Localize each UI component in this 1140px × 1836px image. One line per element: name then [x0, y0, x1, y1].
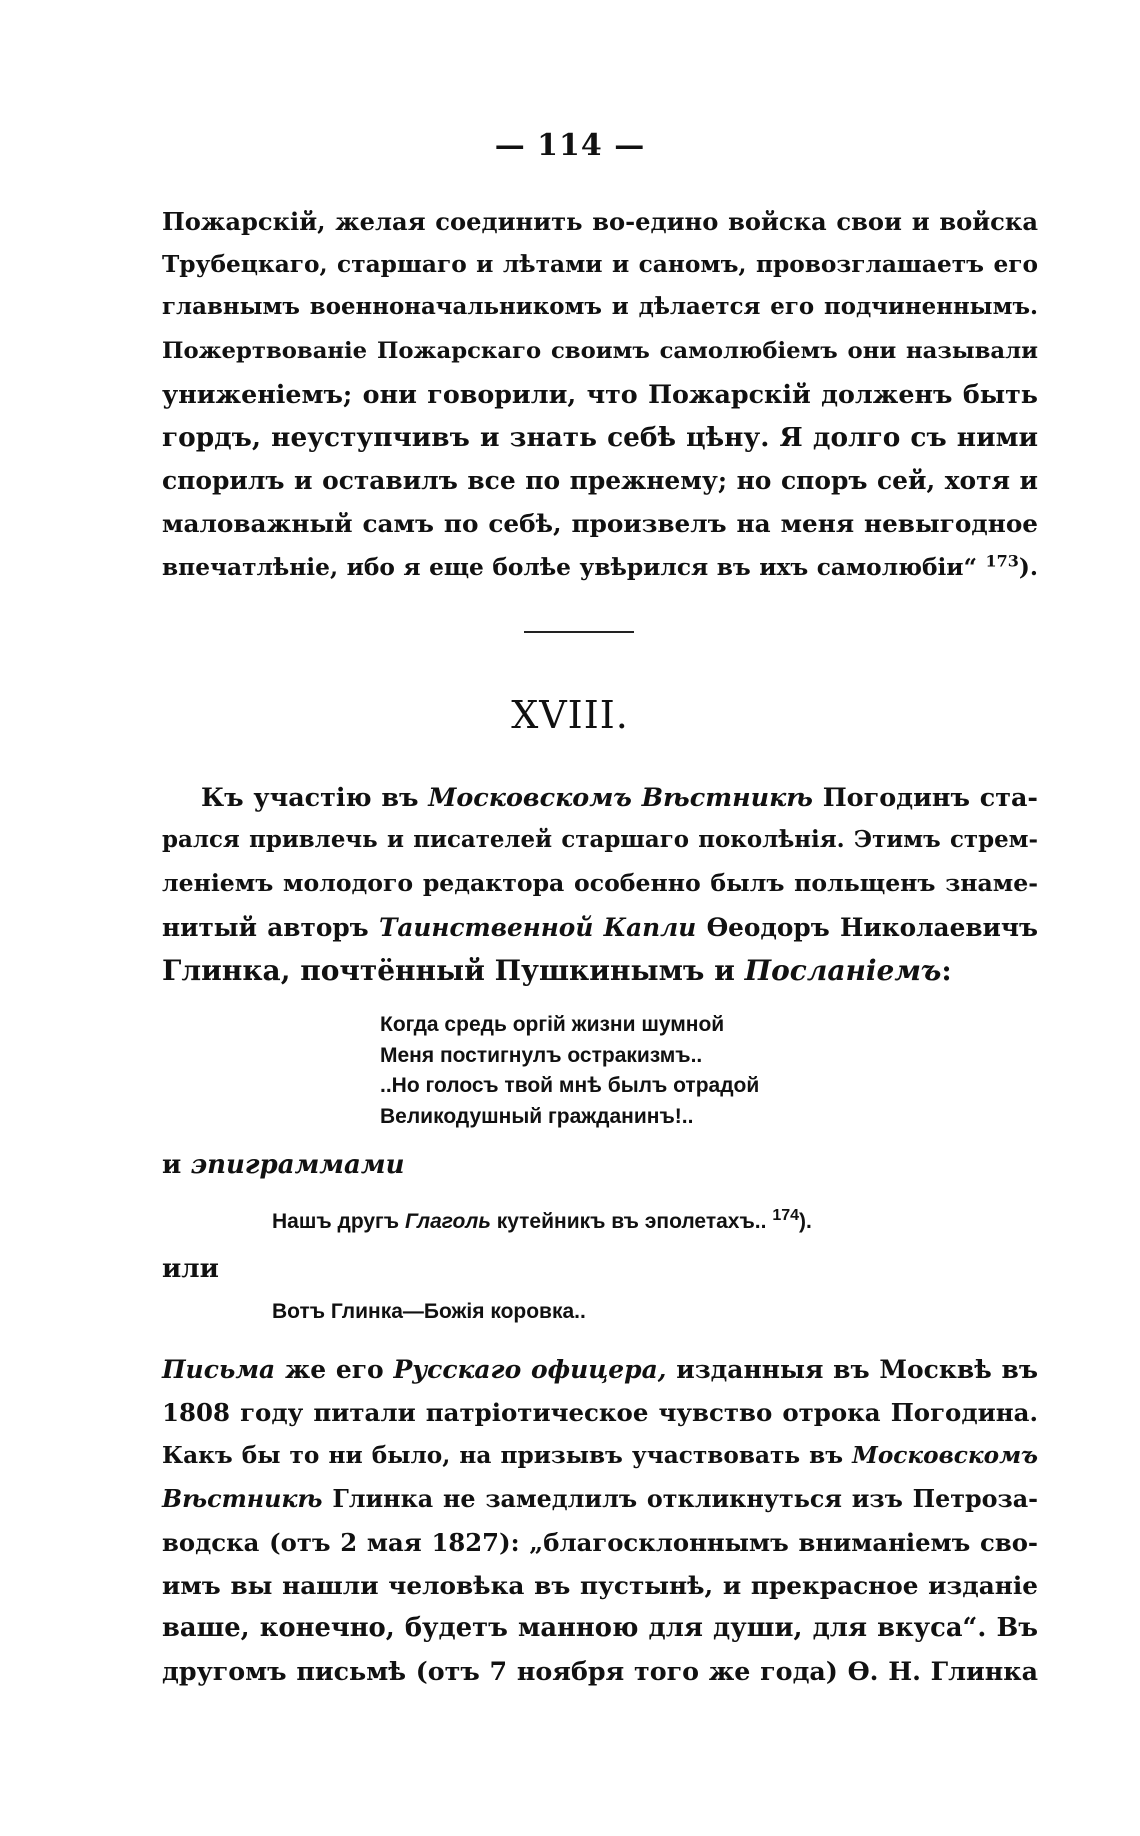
- italic-word: эпиграммами: [190, 1150, 405, 1180]
- paragraph-2-line: [162, 949, 1038, 992]
- text-run: изданныя въ Москвѣ въ: [676, 1355, 1038, 1384]
- footnote-ref-174: 174: [772, 1207, 800, 1224]
- text-run: Къ участію въ: [201, 782, 419, 812]
- italic-title: Московскомъ Вѣстникѣ: [428, 782, 813, 812]
- italic-title: Таинственной Капли: [378, 912, 697, 942]
- paragraph-1-line: Пожертвованіе Пожарскаго своимъ самолюбіемъ они называли: [162, 337, 1038, 364]
- italic-title: Московскомъ: [852, 1442, 1038, 1470]
- text-run: ).: [799, 1210, 812, 1233]
- epigram-2: Вотъ Глинка—Божія коровка..: [272, 1300, 586, 1323]
- section-heading: XVIII.: [511, 693, 629, 737]
- text-run: Ѳеодоръ Николаевичъ: [706, 912, 1038, 942]
- text-run: кутейникъ въ эполетахъ..: [496, 1210, 767, 1233]
- italic-title: Посланіемъ: [744, 953, 942, 987]
- paragraph-3-line: [162, 1434, 1038, 1477]
- text-run: нитый авторъ: [162, 912, 369, 942]
- paragraph-1-line: спорилъ и оставилъ все по прежнему; но споръ сей, хотя и: [162, 466, 1038, 496]
- text-run: же его: [285, 1355, 384, 1384]
- paragraph-1-line: Пожарскій, желая соединить во-едино войска свои и войска: [162, 207, 1038, 236]
- section-divider: [524, 631, 634, 633]
- text-run: Нашъ другъ: [272, 1210, 400, 1233]
- paragraph-3-line: другомъ письмѣ (отъ 7 ноября того же года) Ѳ. Н. Глинка: [162, 1656, 1038, 1687]
- verse-line: Когда средь оргій жизни шумной: [380, 1013, 725, 1036]
- text-run: Погодинъ ста-: [822, 782, 1038, 812]
- paragraph-1-last-line-end: ).: [1018, 553, 1038, 581]
- footnote-ref-173: 173: [985, 550, 1019, 570]
- paragraph-2-line: [162, 776, 1038, 819]
- paragraph-2-line: леніемъ молодого редактора особенно былъ польщенъ знаме-: [162, 869, 1038, 898]
- paragraph-1-line: маловажный самъ по себѣ, произвелъ на меня невыгодное: [162, 509, 1038, 539]
- text-run: и: [162, 1150, 182, 1180]
- epigram-1: [272, 1207, 812, 1234]
- and-epigrams-line: [162, 1150, 405, 1180]
- paragraph-2-line: [162, 906, 1038, 949]
- text-run: Глинка, почтённый Пушкинымъ и: [162, 953, 735, 987]
- paragraph-3-line: [162, 1348, 1038, 1391]
- text-run: Глинка не замедлилъ откликнуться изъ Петроза-: [332, 1484, 1038, 1513]
- text-run: :: [941, 953, 952, 987]
- italic-title: Русскаго офицера,: [393, 1355, 667, 1384]
- page-number: — 114 —: [494, 128, 646, 163]
- italic-title: Вѣстникѣ: [162, 1484, 323, 1513]
- verse-quote: [380, 1010, 759, 1132]
- paragraph-2: [162, 776, 1038, 992]
- paragraph-3: [162, 1348, 1038, 1694]
- paragraph-1: [162, 200, 1038, 589]
- verse-line: Великодушный гражданинъ!..: [380, 1104, 694, 1128]
- paragraph-3-line: 1808 году питали патріотическое чувство отрока Погодина.: [162, 1398, 1038, 1428]
- paragraph-1-line: Трубецкаго, старшаго и лѣтами и саномъ, провозглашаетъ его: [162, 251, 1038, 279]
- paragraph-3-line: [162, 1478, 1038, 1521]
- italic-word: Глаголь: [404, 1210, 491, 1233]
- text-run: Какъ бы то ни было, на призывъ участвовать въ: [162, 1442, 844, 1470]
- paragraph-1-line: главнымъ военноначальникомъ и дѣлается его подчиненнымъ.: [162, 294, 1038, 321]
- paragraph-3-line: имъ вы нашли человѣка въ пустынѣ, и прекрасное изданіе: [162, 1571, 1038, 1601]
- paragraph-3-line: водска (отъ 2 мая 1827): „благосклоннымъ вниманіемъ сво-: [162, 1527, 1038, 1557]
- paragraph-1-last-line: [162, 546, 1038, 589]
- paragraph-1-line: униженіемъ; они говорили, что Пожарскій долженъ быть: [162, 378, 1038, 409]
- paragraph-1-line: гордъ, неуступчивъ и знать себѣ цѣну. Я долго съ ними: [162, 422, 1038, 454]
- paragraph-3-line: ваше, конечно, будетъ манною для души, для вкуса“. Въ: [162, 1613, 1038, 1644]
- or-word: или: [162, 1254, 219, 1284]
- paragraph-1-last-line-text: впечатлѣніе, ибо я еще болѣе увѣрился въ ихъ самолюбіи“: [162, 553, 977, 581]
- paragraph-2-line: рался привлечь и писателей старшаго поколѣнія. Этимъ стрем-: [162, 827, 1038, 854]
- verse-line: Меня постигнулъ остракизмъ..: [380, 1043, 703, 1067]
- verse-line: ..Но голосъ твой мнѣ былъ отрадой: [380, 1074, 760, 1097]
- italic-title: Письма: [162, 1355, 276, 1384]
